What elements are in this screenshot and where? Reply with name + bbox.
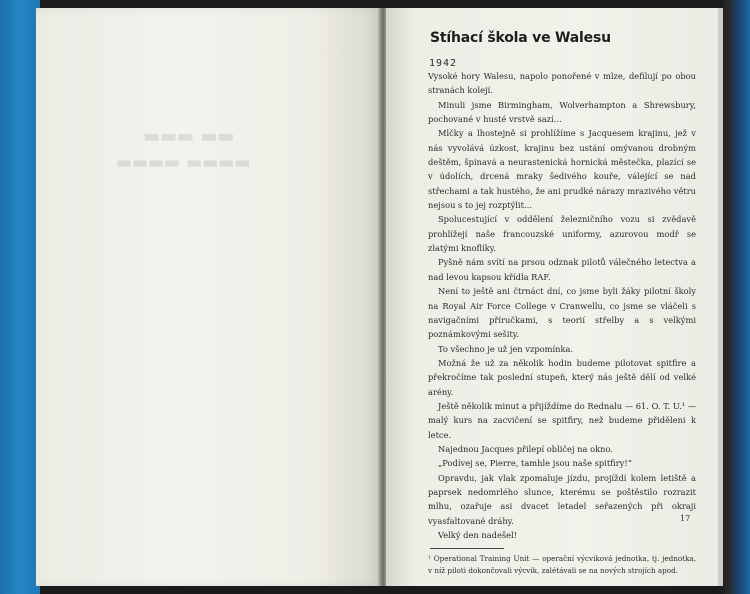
bleed-through-text: ▬▬▬▬ ▬▬▬▬ (116, 153, 251, 173)
chapter-year: 1942 (429, 58, 458, 69)
footnote: ¹ Operational Training Unit — operační výcviková jednotka, tj. jednotka, v níž piloti dokončovali výcvik, zalétávali se na nových strojích apod. (428, 554, 696, 575)
paragraph: Spolucestující v oddělení železničního vozu si zvědavě prohlížejí naše francouzské uniformy, azurovou modř se zlatými knoflíky. (428, 214, 696, 254)
paragraph: Velký den nadešel! (438, 530, 518, 540)
paragraph: Mlčky a lhostejně si prohlížíme s Jacquesem krajinu, jež v nás vyvolává úzkost, krajinu bez ustání omývanou drobným deštěm, špinavá a neurastenická hornická městečka, plazící se v údolích, drcená mraky šedivého kouře, válející se nad střechami a tak hustého, že ani prudké nárazy mrazivého větru nejsou s to jej rozptýlit… (428, 128, 696, 211)
bleed-through-text: ▬▬▬ ▬▬ (143, 126, 235, 147)
paragraph: Vysoké hory Walesu, napolo ponořené v mlze, defilují po obou stranách kolejí. (428, 71, 696, 96)
paragraph: Možná že už za několik hodin budeme pilotovat spitfire a překročíme tak poslední stupeň, který nás ještě dělí od velké arény. (428, 357, 696, 397)
paragraph: Minuli jsme Birmingham, Wolverhampton a Shrewsbury, pochované v husté vrstvě sazí… (428, 99, 696, 125)
page-number: 17 (680, 514, 691, 523)
book-cover-top-edge (0, 0, 750, 8)
paragraph: To všechno je už jen vzpomínka. (438, 343, 574, 354)
paragraph: Opravdu, jak vlak zpomaluje jízdu, projíždí kolem letiště a paprsek nedomrlého slunce, kterému se poštěstilo rozrazit mlhu, ozařuje asi dvacet letadel seřazených při okraji vyasfaltované dráhy. (428, 472, 696, 526)
book-cover-right (720, 0, 750, 594)
paragraph: „Podívej se, Pierre, tamhle jsou naše spitfiry!“ (438, 458, 632, 469)
paragraph: Ještě několik minut a přijíždíme do Rednalu — 61. O. T. U.¹ — malý kurs na zacvičení se spitfiry, než budeme přiděleni k letce. (428, 400, 696, 440)
paragraph: Najednou Jacques přilepí obličej na okno. (438, 443, 613, 454)
paragraph: Pyšně nám svítí na prsou odznak pilotů válečného letectva a nad levou kapsou křídla RAF. (428, 257, 696, 282)
bleed-through-text: · · · · · · (294, 48, 344, 57)
page-content (428, 30, 696, 576)
page-edges (718, 8, 723, 586)
footnote-divider (430, 548, 504, 549)
chapter-title: Stíhací škola ve Walesu (430, 30, 611, 46)
left-page-blank (36, 8, 380, 586)
paragraph: Není to ještě ani čtrnáct dní, co jsme byli žáky pilotní školy na Royal Air Force College v Cranwellu, co jsme se vláčeli s navigačními příručkami, s teorií střelby a s velkými poznámkovými sešity. (428, 286, 696, 340)
book-cover-left (0, 0, 40, 594)
